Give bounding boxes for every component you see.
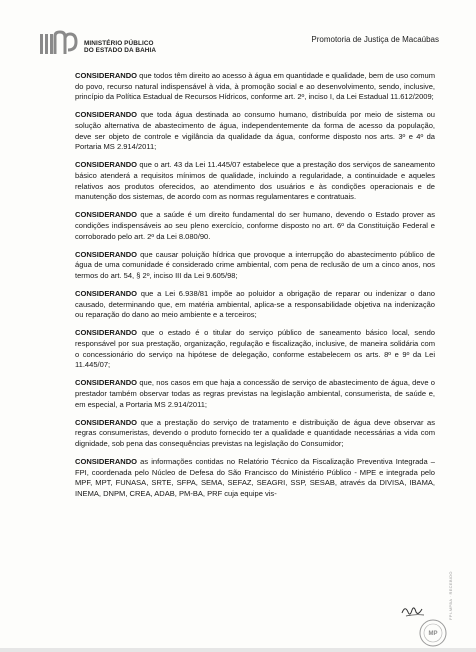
paragraph-text: que a saúde é um direito fundamental do ser humano, devendo o Estado prover as condições indispensáveis ao seu pleno exercício, conforme disposto no art. 6º da Constituição Federal e corroborado pelo art. 2º da Lei 8.080/90.	[75, 210, 435, 241]
considerando-paragraph	[75, 210, 435, 242]
office-name: Promotoria de Justiça de Macaúbas	[311, 35, 439, 44]
considerando-paragraph	[75, 110, 435, 152]
org-line-2: DO ESTADO DA BAHIA	[84, 47, 157, 55]
paragraph-text: que, nos casos em que haja a concessão de serviço de abastecimento de água, deve o prestador também observar todas as regras previstas na legislação ambiental, consumerista, de saúde e, em especial, a Portaria MS 2.914/2011;	[75, 378, 435, 409]
paragraph-text: que o art. 43 da Lei 11.445/07 estabelece que a prestação dos serviços de saneamento básico atenderá a requisitos mínimos de qualidade, incluindo a regularidade, a continuidade e aqueles relativos aos produtos oferecidos, ao atendimento dos usuários e às condições operacionais e de manutenção dos sistemas, de acordo com as normas regulamentares e contratuais.	[75, 160, 435, 202]
considerando-paragraph	[75, 250, 435, 282]
handwritten-signature-icon	[400, 603, 426, 619]
paragraph-lead: CONSIDERANDO	[75, 71, 138, 80]
paragraph-text: que a Lei 6.938/81 impõe ao poluidor a obrigação de reparar ou indenizar o dano causado, determinando que, em matéria ambiental, aplica-se a responsabilidade objetiva na indenização ou reparação do dano ao meio ambiente e a terceiros;	[75, 289, 435, 320]
considerando-paragraph	[75, 160, 435, 202]
org-line-1: MINISTÉRIO PÚBLICO	[84, 40, 154, 47]
paragraph-text: que toda água destinada ao consumo humano, distribuída por meio de sistema ou solução alternativa de abastecimento de água, independentemente da forma de acesso da população, deve ser objeto de controle e vigilância da qualidade da água, conforme disposto nos arts. 3º e 4º da Portaria MS 2.914/2011;	[75, 110, 435, 152]
paragraph-lead: CONSIDERANDO	[75, 249, 138, 259]
paragraph-lead: CONSIDERANDO	[75, 289, 138, 299]
document-body	[75, 71, 435, 507]
paragraph-lead: CONSIDERANDO	[75, 160, 138, 170]
paragraph-text: as informações contidas no Relatório Técnico da Fiscalização Preventiva Integrada – FPI, coordenada pelo Núcleo de Defesa do São Francisco do Ministério Público - MPE e integrada pelo MPF, MPT, FUNASA, SRTE, SFPA, SEMA, SEFAZ, SEAGRI, SSP, SESAB, através da DIVISA, IBAMA, INEMA, DNPM, CREA, ADAB, PM-BA, PRF cuja equipe vis-	[75, 457, 435, 498]
paragraph-text: que a prestação do serviço de tratamento e distribuição de água deve observar as regras consumeristas, devendo o produto fornecido ter a qualidade e quantidade necessárias a vida com dignidade, sob pena das consequências previstas na legislação do Consumidor;	[75, 417, 435, 448]
paragraph-lead: CONSIDERANDO	[75, 457, 138, 467]
paragraph-text: que causar poluição hídrica que provoque a interrupção do abastecimento público de água de uma comunidade é considerado crime ambiental, com pena de reclusão de um a cinco anos, nos termos do art. 54, § 2º, inciso III da Lei 9.605/98;	[75, 249, 435, 280]
paragraph-lead: CONSIDERANDO	[75, 378, 138, 388]
paragraph-text: que o estado é o titular do serviço público de saneamento básico local, sendo responsável por sua prestação, organização, regulação e fiscalização, inclusive, de maneira solidária com o concessionário do serviço na hipótese de delegação, conforme estabelecem os arts. 8º e 9º da Lei 11.445/07;	[75, 328, 435, 370]
scan-edge	[0, 648, 476, 652]
considerando-paragraph	[75, 418, 435, 450]
paragraph-text: que todos têm direito ao acesso à água em quantidade e qualidade, bem de uso comum do povo, recurso natural indispensável à vida, à promoção social e ao desenvolvimento, sendo, inclusive, princípio da Política Estadual de Recursos Hídricos, conforme art. 2º, inciso I, da Lei Estadual 11.612/2009;	[75, 71, 435, 102]
svg-text:MP: MP	[428, 631, 438, 637]
paragraph-lead: CONSIDERANDO	[75, 328, 138, 338]
mp-logo-icon	[40, 30, 78, 58]
official-seal-icon	[418, 618, 448, 648]
paragraph-lead: CONSIDERANDO	[75, 210, 138, 220]
side-stamp-text: FPI-MPBA · RECEBIDO	[448, 571, 453, 620]
considerando-paragraph	[75, 71, 435, 103]
paragraph-lead: CONSIDERANDO	[75, 110, 138, 120]
organization-name	[84, 40, 156, 55]
considerando-paragraph	[75, 328, 435, 370]
considerando-paragraph	[75, 378, 435, 410]
considerando-paragraph	[75, 457, 435, 499]
paragraph-lead: CONSIDERANDO	[75, 417, 138, 427]
considerando-paragraph	[75, 289, 435, 321]
